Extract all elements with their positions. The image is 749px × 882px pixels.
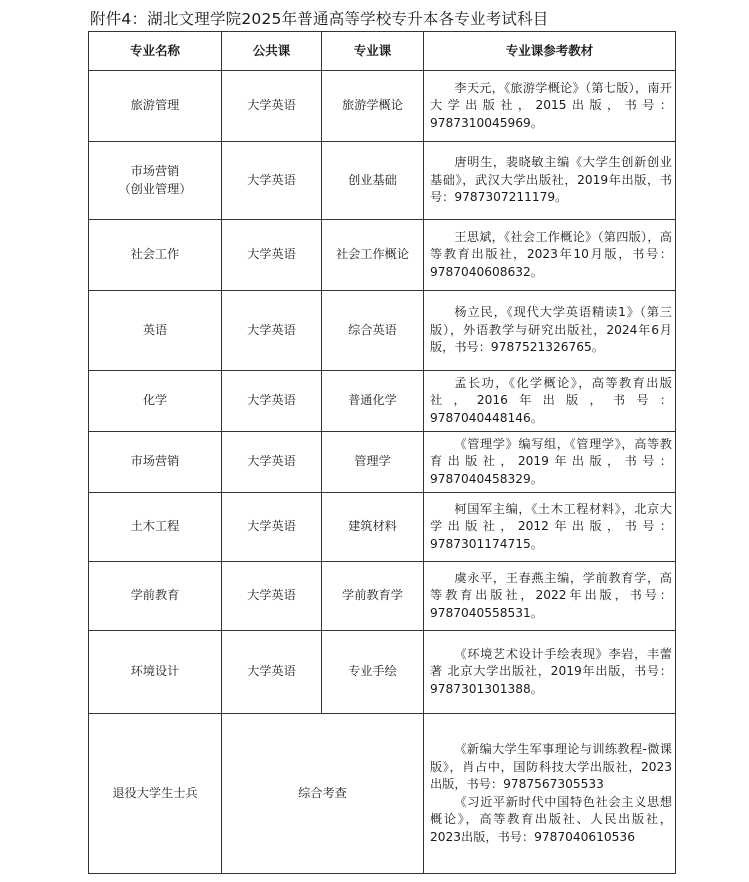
textbook-entry: 孟长功，《化学概论》，高等教育出版社，2016年出版，书号：9787040448146。 [430, 375, 672, 425]
header-major: 专业名称 [89, 32, 222, 71]
major-cell [89, 142, 222, 220]
textbook-cell [424, 71, 676, 142]
public-course-cell: 大学英语 [222, 432, 322, 493]
major-cell: 化学 [89, 371, 222, 432]
public-course-cell: 大学英语 [222, 631, 322, 714]
textbook-entry: 虞永平，王春燕主编，学前教育学，高等教育出版社，2022年出版，书号：9787040558531。 [430, 570, 672, 620]
header-public-course: 公共课 [222, 32, 322, 71]
table-row [89, 562, 676, 631]
major-cell: 旅游管理 [89, 71, 222, 142]
header-textbook: 专业课参考教材 [424, 32, 676, 71]
table-row [89, 493, 676, 562]
major-course-cell: 综合英语 [322, 291, 424, 371]
table-row [89, 631, 676, 714]
major-line: （创业管理） [118, 181, 192, 196]
textbook-entry: 《习近平新时代中国特色社会主义思想概论》，高等教育出版社、人民出版社，2023出版，书号：9787040610536 [430, 794, 672, 844]
textbook-entry: 《新编大学生军事理论与训练教程-微课版》，肖占中，国防科技大学出版社，2023出版，书号：9787567305533 [430, 742, 672, 791]
major-line: 市场营销 [130, 164, 180, 178]
public-course-cell: 大学英语 [222, 142, 322, 220]
textbook-cell [424, 493, 676, 562]
table-row [89, 432, 676, 493]
textbook-cell [424, 142, 676, 220]
textbook-entry: 李天元，《旅游学概论》（第七版），南开大学出版社，2015出版，书号：9787310045969。 [430, 80, 672, 130]
major-cell: 环境设计 [89, 631, 222, 714]
major-course-cell: 社会工作概论 [322, 220, 424, 291]
table-row [89, 291, 676, 371]
major-course-cell: 创业基础 [322, 142, 424, 220]
table-header-row [89, 32, 676, 71]
major-course-cell: 管理学 [322, 432, 424, 493]
public-course-cell: 大学英语 [222, 220, 322, 291]
textbook-entry: 柯国军主编，《土木工程材料》，北京大学出版社，2012年出版，书号：9787301174715。 [430, 501, 672, 551]
public-course-cell: 大学英语 [222, 71, 322, 142]
table-row [89, 220, 676, 291]
page-title: 附件4：湖北文理学院2025年普通高等学校专升本各专业考试科目 [90, 10, 549, 28]
textbook-entry: 王思斌，《社会工作概论》（第四版），高等教育出版社，2023年10月版，书号：9787040608632。 [430, 229, 672, 279]
major-course-cell: 普通化学 [322, 371, 424, 432]
major-course-cell: 学前教育学 [322, 562, 424, 631]
public-course-cell: 大学英语 [222, 371, 322, 432]
textbook-entry: 《环境艺术设计手绘表现》李岩，丰蕾著 北京大学出版社，2019年出版，书号：9787301301388。 [430, 646, 672, 696]
textbook-cell [424, 562, 676, 631]
public-course-cell: 大学英语 [222, 291, 322, 371]
textbook-entry: 《管理学》编写组，《管理学》，高等教育出版社，2019年出版，书号：9787040458329。 [430, 436, 672, 486]
textbook-entry: 唐明生，裴晓敏主编《大学生创新创业基础》，武汉大学出版社，2019年出版，书号：9787307211179。 [430, 155, 672, 205]
exam-subjects-table [88, 31, 676, 874]
major-cell: 英语 [89, 291, 222, 371]
table-row [89, 142, 676, 220]
public-course-cell: 大学英语 [222, 493, 322, 562]
major-course-cell: 旅游学概论 [322, 71, 424, 142]
major-cell: 社会工作 [89, 220, 222, 291]
textbook-cell [424, 291, 676, 371]
major-course-cell: 专业手绘 [322, 631, 424, 714]
table-row [89, 71, 676, 142]
major-cell: 学前教育 [89, 562, 222, 631]
textbook-cell [424, 714, 676, 874]
table-row [89, 714, 676, 874]
major-cell: 土木工程 [89, 493, 222, 562]
public-course-cell: 大学英语 [222, 562, 322, 631]
textbook-cell [424, 631, 676, 714]
textbook-cell [424, 220, 676, 291]
major-cell: 市场营销 [89, 432, 222, 493]
major-cell: 退役大学生士兵 [89, 714, 222, 874]
table-row [89, 371, 676, 432]
textbook-entry: 杨立民，《现代大学英语精读1》（第三版），外语教学与研究出版社，2024年6月版，书号：9787521326765。 [430, 305, 672, 355]
header-major-course: 专业课 [322, 32, 424, 71]
textbook-cell [424, 371, 676, 432]
textbook-cell [424, 432, 676, 493]
major-course-cell: 建筑材料 [322, 493, 424, 562]
merged-course-cell: 综合考查 [222, 714, 424, 874]
